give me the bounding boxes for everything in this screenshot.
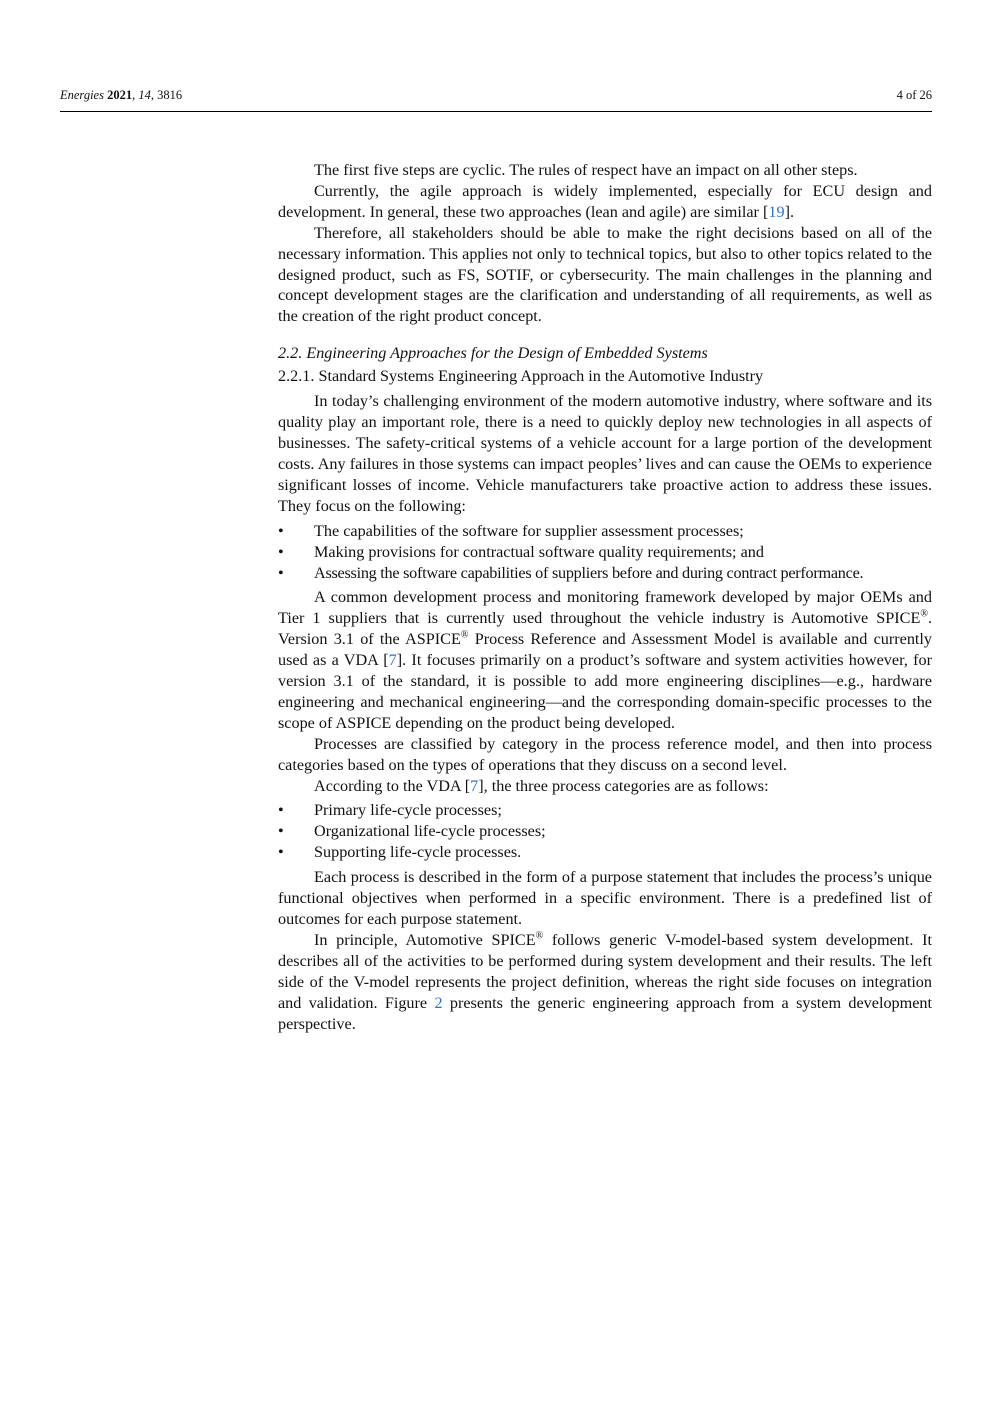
paragraph-5-text-d: ]. It focuses primarily on a product’s software and system activities however, for version 3.1 of the standard, it is possible to add more engineering disciplines—e.g., hardware engineering and mechanical engineering—and the corresponding domain-specific processes to the scope of ASPICE depending on the product being developed. [278, 651, 933, 732]
list-item-text: Organizational life-cycle processes; [314, 822, 546, 841]
paragraph-4: In today’s challenging environment of the modern automotive industry, where software and its quality play an important role, there is a need to quickly deploy new technologies in all aspects of businesses. The safety-critical systems of a vehicle account for a large portion of the development costs. Any failures in those systems can impact peoples’ lives and can cause the OEMs to experience significant losses of income. Vehicle manufacturers take proactive action to address these issues. They focus on the following: [278, 392, 932, 515]
paragraph-6: Processes are classified by category in the process reference model, and then into process categories based on the types of operations that they discuss on a second level. [278, 734, 932, 774]
article-number: 3816 [157, 88, 183, 102]
list-item [278, 842, 932, 863]
paragraph-8: Each process is described in the form of a purpose statement that includes the process’s unique functional objectives when performed in a specific environment. There is a predefined list of outcomes for each purpose statement. [278, 868, 932, 928]
section-heading: 2.2. Engineering Approaches for the Design of Embedded Systems [278, 344, 708, 363]
registered-mark: ® [920, 608, 928, 620]
bullet-icon: • [278, 843, 284, 862]
page-header [60, 87, 932, 109]
page-number: 4 of 26 [896, 88, 932, 102]
journal-volume: 14 [138, 88, 151, 102]
list-item [278, 521, 932, 542]
list-item [278, 821, 932, 842]
list-item-text: Assessing the software capabilities of suppliers before and during contract performance. [314, 563, 864, 582]
paragraph-5-text-b: . Version 3.1 of the ASPICE [278, 609, 932, 649]
paragraph-7 [278, 776, 932, 797]
list-item [278, 542, 932, 563]
citation-link[interactable]: 7 [388, 651, 397, 670]
bullet-icon: • [278, 542, 284, 561]
paragraph-5 [278, 587, 932, 733]
figure-link[interactable]: 2 [434, 993, 443, 1012]
paragraph-2 [278, 181, 932, 223]
header-rule [60, 111, 932, 112]
main-content [278, 160, 932, 1034]
list-item-text: The capabilities of the software for supplier assessment processes; [314, 521, 744, 540]
bullet-icon: • [278, 563, 284, 582]
list-item-text: Supporting life-cycle processes. [314, 843, 522, 862]
bullet-list-1 [278, 521, 932, 584]
subsection-heading: 2.2.1. Standard Systems Engineering Approach in the Automotive Industry [278, 367, 764, 386]
paragraph-9-text-b: follows generic V-model-based system development. It describes all of the activities to be performed during system development and their results. The left side of the V-model represents the project definition, whereas the right side focuses on integration and validation. Figure [278, 930, 932, 1012]
bullet-icon: • [278, 822, 284, 841]
list-item [278, 563, 932, 584]
registered-mark: ® [535, 930, 544, 942]
paragraph-3: Therefore, all stakeholders should be able to make the right decisions based on all of the necessary information. This applies not only to technical topics, but also to other topics related to the designed product, such as FS, SOTIF, or cybersecurity. The main challenges in the planning and concept development stages are the clarification and understanding of all requirements, as well as the creation of the right product concept. [278, 223, 932, 326]
list-item-text: Making provisions for contractual software quality requirements; and [314, 542, 764, 561]
paragraph-2-text: Currently, the agile approach is widely implemented, especially for ECU design and development. In general, these two approaches (lean and agile) are similar [ [278, 181, 932, 221]
paragraph-9-text-a: In principle, Automotive SPICE [314, 930, 536, 949]
paragraph-5-text-a: A common development process and monitoring framework developed by major OEMs and Tier 1 suppliers that is currently used throughout the vehicle industry is Automotive SPICE [278, 588, 932, 628]
registered-mark: ® [460, 629, 469, 641]
paragraph-9 [278, 930, 932, 1035]
paragraph-7-text-a: According to the VDA [ [314, 776, 471, 795]
citation-link[interactable]: 19 [768, 202, 785, 221]
citation-link[interactable]: 7 [470, 776, 479, 795]
paragraph-1: The first five steps are cyclic. The rules of respect have an impact on all other steps. [314, 161, 858, 179]
journal-name: Energies [60, 88, 104, 102]
bullet-list-2 [278, 800, 932, 863]
paragraph-7-text-b: ], the three process categories are as follows: [478, 776, 769, 795]
journal-year: 2021 [107, 88, 133, 102]
bullet-icon: • [278, 521, 284, 540]
list-item [278, 800, 932, 821]
bullet-icon: • [278, 801, 284, 820]
journal-citation: Energies 2021, 14, 3816 [60, 88, 183, 102]
paragraph-5-text-c: Process Reference and Assessment Model is available and currently used as a VDA [ [278, 630, 933, 670]
paragraph-2-end: ]. [784, 202, 794, 221]
list-item-text: Primary life-cycle processes; [314, 801, 502, 820]
paragraph-9-text-c: presents the generic engineering approach from a system development perspective. [278, 993, 932, 1033]
